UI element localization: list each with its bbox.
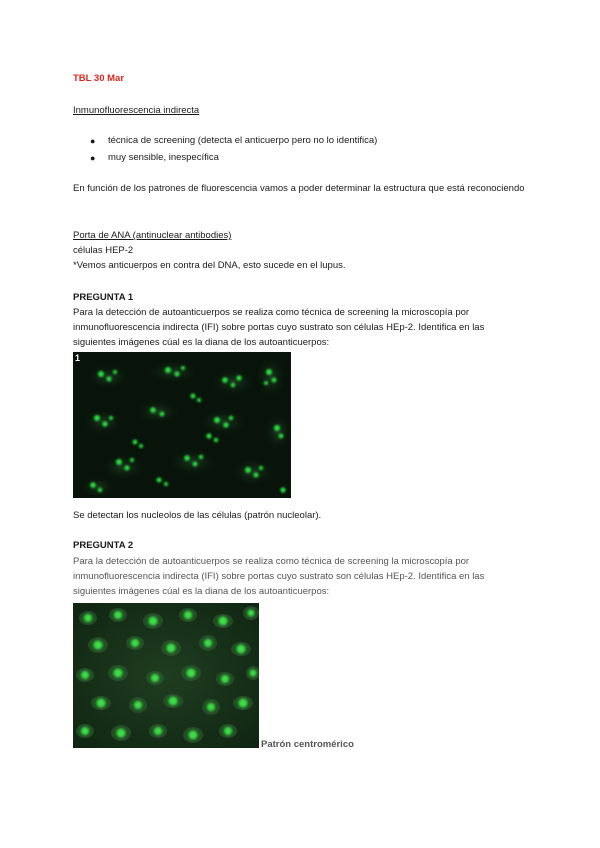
question-text: inmunofluorescencia indirecta (IFI) sobre portas cuyo sustrato son células HEp-2. Identifica en las — [73, 322, 485, 333]
question-text: Para la detección de autoanticuerpos se realiza como técnica de screening la microscopía por — [73, 556, 470, 567]
micrograph-centromeric-image — [73, 603, 259, 748]
question-text: siguientes imágenes cúal es la diana de los autoanticuerpos: — [73, 337, 330, 348]
text-line: células HEP-2 — [73, 245, 134, 256]
bullet-item: muy sensible, inespecífica — [108, 152, 219, 163]
answer-text: Patrón centromérico — [261, 739, 354, 750]
section-heading-ifi: Inmunofluorescencia indirecta — [73, 105, 200, 116]
paragraph-patterns: En función de los patrones de fluorescencia vamos a poder determinar la estructura que está reconociendo — [73, 183, 525, 194]
question-text: inmunofluorescencia indirecta (IFI) sobre portas cuyo sustrato son células HEp-2. Identifica en las — [73, 571, 485, 582]
figure-label: 1 — [75, 353, 81, 363]
question-title: PREGUNTA 2 — [73, 540, 134, 551]
question-title: PREGUNTA 1 — [73, 292, 134, 303]
micrograph-nucleolar-image — [73, 352, 291, 498]
question-text: Para la detección de autoanticuerpos se realiza como técnica de screening la microscopía por — [73, 307, 470, 318]
answer-text: Se detectan los nucleolos de las células (patrón nucleolar). — [73, 510, 322, 521]
document-title: TBL 30 Mar — [73, 73, 125, 84]
question-text: siguientes imágenes cúal es la diana de los autoanticuerpos: — [73, 586, 330, 597]
bullet-marker: ● — [90, 153, 96, 163]
text-line: *Vemos anticuerpos en contra del DNA, esto sucede en el lupus. — [73, 260, 346, 271]
section-heading-ana: Porta de ANA (antinuclear antibodies) — [73, 230, 232, 241]
bullet-item: técnica de screening (detecta el anticuerpo pero no lo identifica) — [108, 135, 378, 146]
bullet-marker: ● — [90, 136, 96, 146]
